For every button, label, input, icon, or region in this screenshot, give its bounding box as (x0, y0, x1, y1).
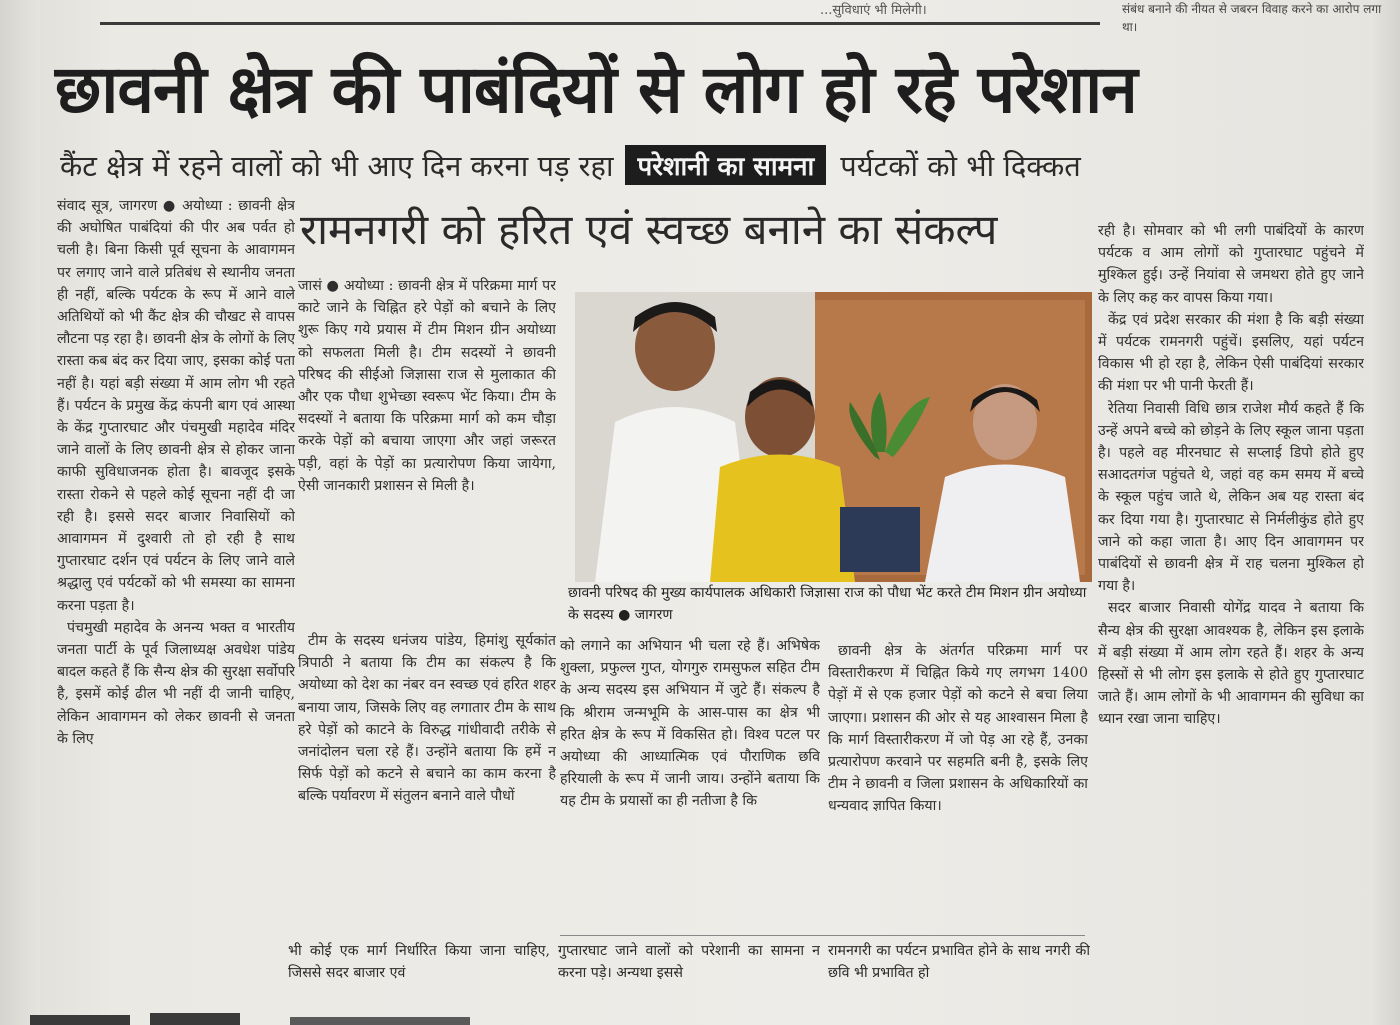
paragraph: पंचमुखी महादेव के अनन्य भक्त व भारतीय जनता पार्टी के पूर्व जिलाध्यक्ष अवधेश पांडेय बादल कहते हैं कि सैन्य क्षेत्र की सुरक्षा सर्वोपरि है, इसमें कोई ढील भी नहीं दी जानी चाहिए, लेकिन आवागमन को लेकर छावनी से जनता के लिए (57, 619, 295, 747)
sub-headline-right: पर्यटकों को भी दिक्कत (840, 148, 1081, 183)
sub-headline-left: कैंट क्षेत्र में रहने वालों को भी आए दिन करना पड़ रहा (60, 148, 614, 183)
paragraph: जासं ● अयोध्या : छावनी क्षेत्र में परिक्रमा मार्ग पर काटे जाने के चिह्नित हरे पेड़ों को बचाने के लिए शुरू किए गये प्रयास में टीम मिशन ग्रीन अयोध्या को सफलता मिली है। टीम सदस्यों ने छावनी परिषद की सीईओ जिज्ञासा राज से मुलाकात की और एक पौधा शुभेच्छा स्वरूप भेंट किया। टीम के सदस्यों ने बताया कि परिक्रमा मार्ग को कम चौड़ा करके पेड़ों को बचाया जाएगा और जहां जरूरत पड़ी, वहां के पेड़ों का प्रत्यारोपण किया जायेगा, ऐसी जानकारी प्रशासन से मिली है। (298, 278, 556, 494)
right-page-margin (1372, 0, 1400, 1025)
top-right-note: संबंध बनाने की नीयत से जबरन विवाह करने का आरोप लगा था। (1122, 2, 1382, 34)
paragraph: छावनी क्षेत्र के अंतर्गत परिक्रमा मार्ग पर विस्तारीकरण में चिह्नित किये गए लगभग 1400 पेड़ों में से एक हजार पेड़ों को कटने से बचा लिया जाएगा। प्रशासन की ओर से यह आश्वासन मिला है कि मार्ग विस्तारीकरण में जो पेड़ आ रहे हैं, उनका प्रत्यारोपण करवाने पर सहमति बनी है, इसके लिए टीम ने छावनी व जिला प्रशासन के अधिकारियों का धन्यवाद ज्ञापित किया। (828, 643, 1088, 815)
paragraph: सदर बाजार निवासी योगेंद्र यादव ने बताया कि सैन्य क्षेत्र की सुरक्षा आवश्यक है, लेकिन इस इलाके में बड़ी संख्या में आम लोग रहते हैं। शहर के अन्य हिस्सों से भी लोग इस इलाके से होते हुए गुप्तारघाट जाते हैं। आम लोगों के भी आवागमन की सुविधा का ध्यान रखा जाना चाहिए। (1098, 600, 1364, 728)
green-story-column-2 (560, 635, 820, 925)
paragraph: संवाद सूत्र, जागरण ● अयोध्या : छावनी क्षेत्र की अघोषित पाबंदियां की पीर अब पर्वत हो चली है। बिना किसी पूर्व सूचना के आवागमन पर लगाए जाने वाले प्रतिबंध से स्थानीय जनता ही नहीं, बल्कि पर्यटक के रूप में आने वाले अतिथियों को भी कैंट क्षेत्र की चौखट से वापस लौटना पड़ रहा है। छावनी क्षेत्र के लोगों के लिए रास्ता कब बंद कर दिया जाए, इसका कोई पता नहीं है। यहां बड़ी संख्या में आम लोग भी रहते हैं। पर्यटन के प्रमुख केंद्र कंपनी बाग एवं आस्था के केंद्र गुप्तारघाट और पंचमुखी महादेव मंदिर जाने वालों के लिए छावनी क्षेत्र से होकर जाना काफी सुविधाजनक होता है। बावजूद इसके रास्ता रोकने से पहले कोई सूचना नहीं दी जा रही है। इससे सदर बाजार निवासियों को आवागमन में दुश्वारी तो हो रही है साथ गुप्तारघाट दर्शन एवं पर्यटन के लिए जाने वाले श्रद्धालु एवं पर्यटकों को भी समस्या का सामना करना पड़ता है। (57, 198, 295, 614)
green-story-heading: रामनगरी को हरित एवं स्वच्छ बनाने का संकल्प (300, 205, 998, 254)
left-page-margin (0, 0, 40, 1025)
story-divider (560, 935, 1085, 936)
main-story-continued-2: गुप्तारघाट जाने वालों को परेशानी का सामना न करना पड़े। अन्यथा इससे (558, 943, 820, 981)
photo-illustration (575, 292, 1092, 582)
paragraph: रही है। सोमवार को भी लगी पाबंदियों के कारण पर्यटक व आम लोगों को गुप्तारघाट पहुंचने में मुश्किल हुई। उन्हें नियांवा से जमथरा होते हुए जाने के लिए कह कर वापस किया गया। (1098, 223, 1364, 306)
green-story-column-3 (828, 640, 1088, 930)
top-snippet: ...सुविधाएं भी मिलेगी। (820, 3, 927, 18)
paragraph: टीम के सदस्य धनंजय पांडेय, हिमांशु सूर्यकांत त्रिपाठी ने बताया कि टीम का संकल्प है कि अयोध्या को देश का नंबर वन स्वच्छ एवं हरित शहर बनाया जाय, जिसके लिए वह लगातार टीम के साथ हरे पेड़ों को काटने के विरुद्ध गांधीवादी तरीके से जनांदोलन चला रहे हैं। उन्होंने बताया कि हमें न सिर्फ पेड़ों को कटने से बचाने का काम करना है बल्कि पर्यावरण में संतुलन बनाने वाले पौधों (298, 633, 556, 805)
green-story-column-1b (298, 630, 556, 925)
headline: छावनी क्षेत्र की पाबंदियों से लोग हो रहे परेशान (55, 50, 1137, 128)
main-story-column-last (1098, 220, 1364, 1025)
sub-headline-badge: परेशानी का सामना (625, 145, 826, 185)
photo-caption: छावनी परिषद की मुख्य कार्यपालक अधिकारी जिज्ञासा राज को पौधा भेंट करते टीम मिशन ग्रीन अयोध्या के सदस्य ● जागरण (568, 585, 1087, 623)
paragraph: को लगाने का अभियान भी चला रहे हैं। अभिषेक शुक्ला, प्रफुल्ल गुप्त, योगगुरु रामसुफल सहित टीम के अन्य सदस्य इस अभियान में जुटे हैं। संकल्प है कि श्रीराम जन्मभूमि के आस-पास का क्षेत्र भी हरित क्षेत्र के रूप में विकसित हो। विश्व पटल पर अयोध्या की आध्यात्मिक एवं पौराणिक छवि हरियाली के रूप में जानी जाय। उन्होंने बताया कि यह टीम के प्रयासों का ही नतीजा है कि (560, 638, 820, 810)
sub-headline (60, 143, 1350, 187)
main-story-continued-1: भी कोई एक मार्ग निर्धारित किया जाना चाहिए, जिससे सदर बाजार एवं (288, 943, 550, 981)
paragraph: रेतिया निवासी विधि छात्र राजेश मौर्य कहते हैं कि उन्हें अपने बच्चे को छोड़ने के लिए स्कूल जाना पड़ता है। पहले वह मीरनघाट से सप्लाई डिपो होते हुए सआदतगंज पहुंचते थे, जहां वह कम समय में बच्चे के स्कूल पहुंच जाते थे, लेकिन अब यह रास्ता बंद कर दिया गया है। गुप्तारघाट से निर्मलीकुंड होते हुए जाने को कहा जाता है। आए दिन आवागमन पर पाबंदियों से छावनी क्षेत्र में राह चलना मुश्किल हो गया है। (1098, 400, 1364, 595)
news-photo (575, 292, 1092, 582)
green-story-column-1 (298, 275, 556, 625)
main-story-continued-3: रामनगरी का पर्यटन प्रभावित होने के साथ नगरी की छवि भी प्रभावित हो (828, 943, 1090, 981)
paragraph: केंद्र एवं प्रदेश सरकार की मंशा है कि बड़ी संख्या में पर्यटक रामनगरी पहुंचें। इसलिए, यहां पर्यटन विकास भी हो रहा है, लेकिन ऐसी पाबंदियां सरकार की मंशा पर भी पानी फेरती हैं। (1098, 311, 1364, 395)
top-rule (100, 22, 1100, 25)
main-story-column-1 (57, 195, 295, 1025)
next-headline-fragment (20, 1005, 490, 1025)
